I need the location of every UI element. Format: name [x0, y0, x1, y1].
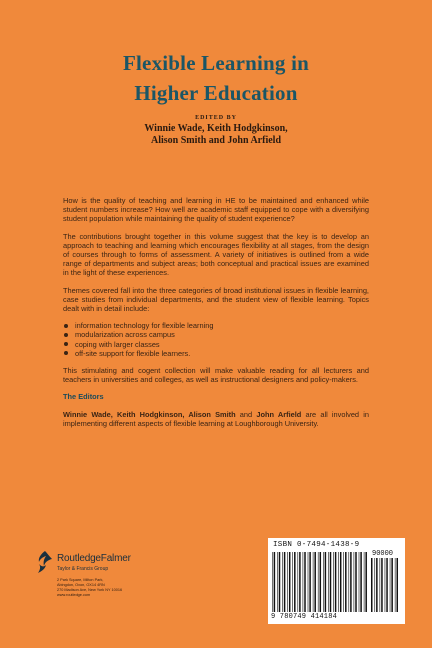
isbn-number: ISBN 0-7494-1438-9: [273, 541, 360, 549]
editors-heading: The Editors: [63, 392, 104, 402]
blurb-paragraph-2: The contributions brought together in this volume suggest that the key is to develop an approach to teaching and learning which encourages flexibility at all stages, from the design of courses through to forms of assessment. A variety of initiatives is outlined from a wide range of departments and subject areas; both conceptual and practical issues are examined in the light of these experiences.: [63, 231, 369, 278]
book-title: [0, 48, 432, 108]
topic-item: off-site support for flexible learners.: [63, 349, 369, 358]
editors-names: Winnie Wade, Keith Hodgkinson, Alison Smith: [63, 409, 236, 419]
addon-barcode: [371, 558, 399, 612]
editors-line-2: Alison Smith and John Arfield: [150, 135, 282, 146]
address-line: 2 Park Square, Milton Park,: [57, 578, 104, 582]
topic-item: modularization across campus: [63, 330, 369, 339]
publisher-name: RoutledgeFalmer: [57, 553, 131, 564]
barcode-box: [268, 538, 405, 624]
address-line: Abingdon, Oxon, OX14 4RN: [57, 583, 105, 587]
publisher-block: [35, 547, 175, 607]
topic-item: information technology for flexible learning: [63, 321, 369, 330]
title-line-2: Higher Education: [134, 81, 298, 105]
address-line: www.routledge.com: [57, 593, 91, 597]
edited-by-label: EDITED BY: [195, 115, 237, 121]
ean-barcode: [272, 552, 367, 612]
blurb: [63, 196, 369, 436]
title-line-1: Flexible Learning in: [122, 51, 309, 75]
publisher-address: [57, 578, 167, 598]
routledgefalmer-logo-icon: [35, 550, 55, 574]
blurb-paragraph-1: How is the quality of teaching and learning in HE to be maintained and enhanced while student numbers increase? How well are academic staff equipped to cope with a diversifying student population while maintaining the quality of student experience?: [63, 196, 369, 224]
blurb-paragraph-4: This stimulating and cogent collection will make valuable reading for all lecturers and teachers in universities and colleges, as well as instructional designers and policy-makers.: [63, 366, 369, 385]
blurb-paragraph-3: Themes covered fall into the three categories of broad institutional issues in flexible learning, case studies from individual departments, and the student view of flexible learning. Topics dealt with in detail include:: [63, 285, 369, 314]
address-line: 270 Madison Ave, New York NY 10016: [57, 588, 123, 592]
editors-bio: [63, 410, 369, 428]
topic-item: coping with larger classes: [63, 340, 369, 349]
publisher-group: Taylor & Francis Group: [57, 566, 109, 572]
editors-last-name: John Arfield: [256, 409, 302, 419]
editors-and: and: [235, 409, 257, 419]
topics-list: [63, 321, 369, 358]
editors-credit: [0, 123, 432, 147]
ean-number: 9 780749 414184: [271, 613, 338, 621]
price-code: 90000: [372, 550, 394, 558]
editors-bio-text: are all involved in implementing different aspects of flexible learning at Loughborough University.: [63, 409, 369, 428]
editors-line-1: Winnie Wade, Keith Hodgkinson,: [144, 123, 288, 134]
